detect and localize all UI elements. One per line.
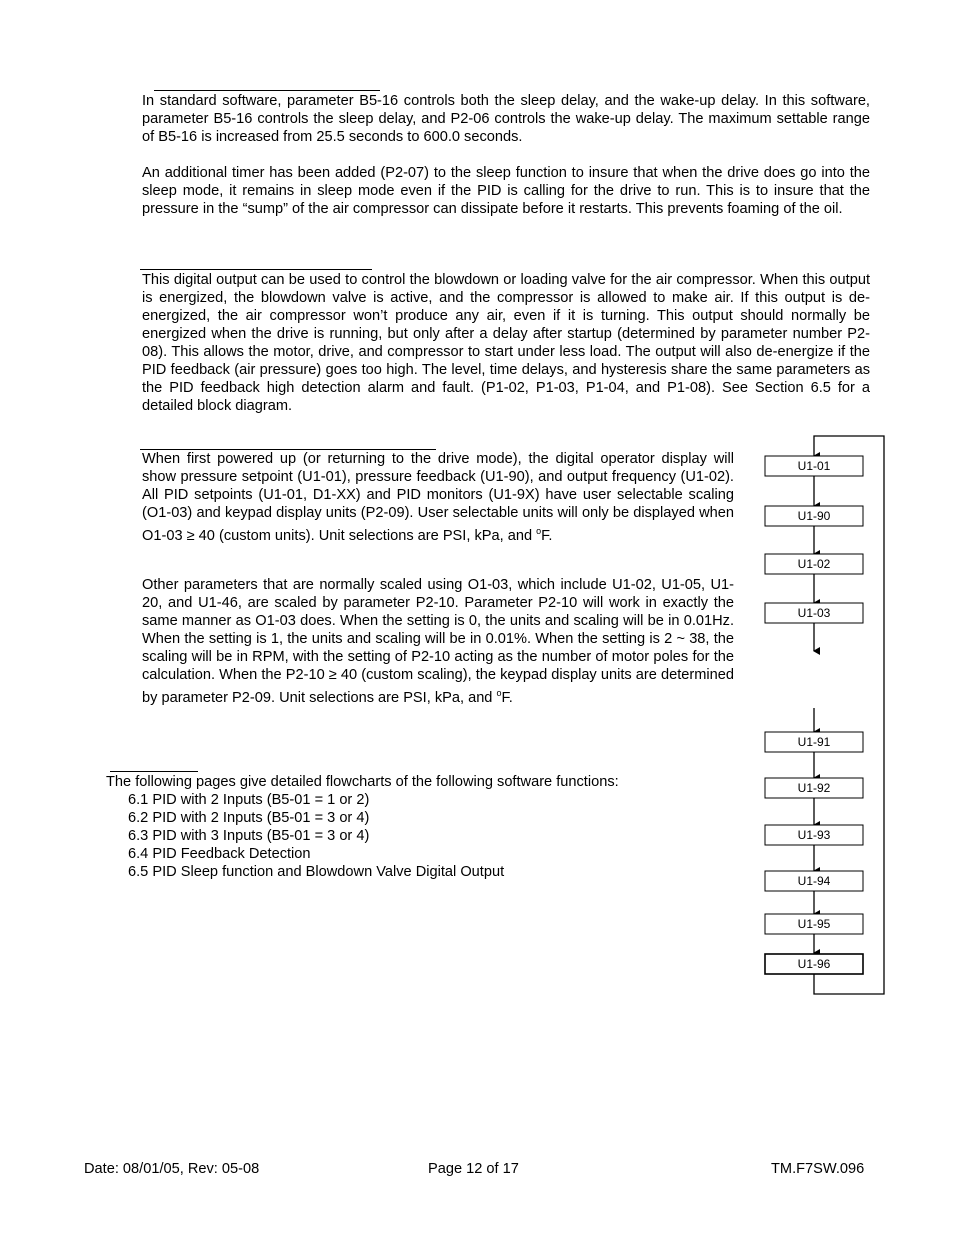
flowcharts-list xyxy=(128,791,504,881)
monitor-box-label: U1-91 xyxy=(797,735,831,749)
heading-underline-flowcharts xyxy=(110,771,198,772)
degree-symbol: o xyxy=(496,688,502,698)
degree-symbol: o xyxy=(536,526,542,536)
monitor-box-u1-93 xyxy=(765,825,863,845)
list-item: 6.3 PID with 3 Inputs (B5-01 = 3 or 4) xyxy=(128,828,370,844)
monitor-box-u1-01 xyxy=(765,456,863,476)
monitor-box-u1-91 xyxy=(765,732,863,752)
monitor-box-u1-96 xyxy=(765,954,863,974)
monitor-box-label: U1-95 xyxy=(797,917,831,931)
display-paragraph-1 xyxy=(142,450,734,545)
monitor-box-label: U1-92 xyxy=(797,781,831,795)
heading-underline-blowdown xyxy=(140,269,372,270)
monitor-box-label: U1-03 xyxy=(797,606,831,620)
monitor-flow-diagram xyxy=(755,425,895,1005)
footer-date-rev: Date: 08/01/05, Rev: 05-08 xyxy=(84,1161,260,1177)
display-paragraph-2 xyxy=(142,576,734,707)
footer-doc-id: TM.F7SW.096 xyxy=(771,1161,865,1177)
heading-underline-sleep xyxy=(154,90,380,91)
monitor-box-label: U1-02 xyxy=(797,557,831,571)
list-item: 6.5 PID Sleep function and Blowdown Valve Digital Output xyxy=(128,864,505,880)
list-item: 6.4 PID Feedback Detection xyxy=(128,846,311,862)
monitor-box-label: U1-90 xyxy=(797,509,831,523)
blowdown-paragraph: This digital output can be used to control the blowdown or loading valve for the air compressor. When this output is energized, the blowdown valve is active, and the compressor is allowed to make air. If this output is de-energized, the air compressor won’t produce any air, even if it is turning. This output should normally be energized when the drive is running, but only after a delay after startup (determined by parameter number P2-08). This allows the motor, drive, and compressor to start under less load. The output will also de-energize if the PID feedback (air pressure) goes too high. The level, time delays, and hysteresis share the same parameters as the PID feedback high detection alarm and fault. (P1-02, P1-03, P1-04, and P1-08). See Section 6.5 for a detailed block diagram. xyxy=(142,272,870,414)
monitor-box-u1-94 xyxy=(765,871,863,891)
monitor-box-label: U1-01 xyxy=(797,459,831,473)
sleep-paragraph-2: An additional timer has been added (P2-07) to the sleep function to insure that when the drive does go into the sleep mode, it remains in sleep mode even if the PID is calling for the drive to run. This is to insure that the pressure in the “sump” of the air compressor can dissipate before it restarts. This prevents foaming of the oil. xyxy=(142,165,870,217)
list-item: 6.2 PID with 2 Inputs (B5-01 = 3 or 4) xyxy=(128,810,370,826)
flowcharts-intro: The following pages give detailed flowcharts of the following software functions: xyxy=(106,774,619,790)
sleep-paragraph-1: In standard software, parameter B5-16 controls both the sleep delay, and the wake-up delay. In this software, parameter B5-16 controls the sleep delay, and P2-06 controls the wake-up delay. The maximum settable range of B5-16 is increased from 25.5 seconds to 600.0 seconds. xyxy=(142,93,870,145)
monitor-box-u1-03 xyxy=(765,603,863,623)
monitor-box-u1-95 xyxy=(765,914,863,934)
monitor-box-u1-90 xyxy=(765,506,863,526)
footer-page-number: Page 12 of 17 xyxy=(428,1161,519,1177)
monitor-box-label: U1-96 xyxy=(797,957,831,971)
monitor-box-label: U1-93 xyxy=(797,828,831,842)
display-paragraph-1-end: F. xyxy=(541,527,553,544)
monitor-box-label: U1-94 xyxy=(797,874,831,888)
display-paragraph-2-end: F. xyxy=(501,689,513,706)
monitor-box-u1-02 xyxy=(765,554,863,574)
display-paragraph-1-text: When first powered up (or returning to the drive mode), the digital operator display will show pressure setpoint (U1-01), pressure feedback (U1-90), and output frequency (U1-02). All PID setpoints (U1-01, D1-XX) and PID monitors (U1-9X) have user selectable scaling (O1-03) and keypad display units (P2-09). User selectable units will only be displayed when O1-03 ≥ 40 (custom units). Unit selections are PSI, kPa, and xyxy=(142,451,734,544)
list-item: 6.1 PID with 2 Inputs (B5-01 = 1 or 2) xyxy=(128,792,370,808)
monitor-box-u1-92 xyxy=(765,778,863,798)
display-paragraph-2-text: Other parameters that are normally scaled using O1-03, which include U1-02, U1-05, U1-20, and U1-46, are scaled by parameter P2-10. Parameter P2-10 will work in exactly the same manner as O1-03 does. When the setting is 0, the units and scaling will be in 0.01Hz. When the setting is 1, the units and scaling will be in 0.01%. When the setting is 2 ~ 38, the scaling will be in RPM, with the setting of P2-10 acting as the number of motor poles for the calculation. When the P2-10 ≥ 40 (custom scaling), the keypad display units are determined by parameter P2-09. Unit selections are PSI, kPa, and xyxy=(142,577,734,706)
